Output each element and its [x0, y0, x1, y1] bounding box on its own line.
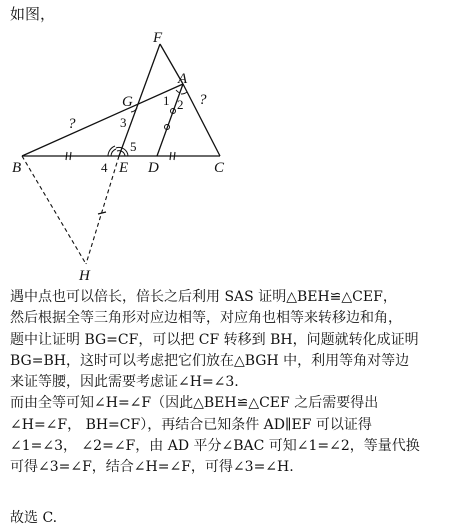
label-angle-3: 3 — [120, 115, 127, 130]
intro-text: 如图， — [10, 5, 56, 23]
explanation-line: BG=BH，这时可以考虑把它们放在△BGH 中，利用等角对等边 — [10, 352, 410, 369]
label-point-G: G — [122, 94, 133, 110]
label-angle-5: 5 — [130, 139, 137, 154]
label-angle-2: 2 — [177, 97, 184, 112]
label-question-right: ? — [199, 92, 207, 108]
label-angle-4: 4 — [101, 160, 108, 175]
angle-arc-4b — [111, 149, 116, 156]
explanation-line: ∠H=∠F， BH=CF），再结合已知条件 AD∥EF 可以证得 — [10, 416, 372, 433]
label-point-D: D — [148, 160, 159, 176]
explanation-line: 题中让证明 BG=CF，可以把 CF 转移到 BH，问题就转化成证明 — [10, 331, 419, 348]
label-point-A: A — [178, 71, 188, 87]
segment-AD — [157, 84, 183, 156]
explanation-line: 然后根据全等三角形对应边相等，对应角也相等来转移边和角， — [10, 310, 402, 327]
explanation-line: 遇中点也可以倍长，倍长之后利用 SAS 证明△BEH≌△CEF， — [10, 289, 397, 305]
segment-BH-dashed — [22, 156, 86, 264]
explanation-line: 来证等腰，因此需要考虑证∠H=∠3. — [10, 374, 239, 391]
label-point-B: B — [12, 160, 22, 176]
label-angle-1: 1 — [163, 93, 170, 108]
explanation-text — [10, 287, 460, 479]
explanation-line: 而由全等可知∠H=∠F（因此△BEH≌△CEF 之后需要得出 — [10, 395, 379, 412]
segment-BA — [22, 84, 183, 156]
label-point-F: F — [153, 30, 163, 46]
answer-text: 故选 C. — [10, 510, 58, 526]
explanation-line: 可得∠3=∠F，结合∠H=∠F，可得∠3=∠H. — [10, 459, 294, 476]
angle-arc-5b — [117, 151, 125, 156]
label-point-E: E — [119, 160, 129, 176]
explanation-line: ∠1=∠3， ∠2=∠F，由 AD 平分∠BAC 可知∠1=∠2，等量代换 — [10, 438, 420, 455]
angle-arc-1 — [176, 90, 180, 93]
label-question-left: ? — [68, 116, 76, 132]
label-point-H: H — [79, 268, 90, 284]
label-point-C: C — [214, 160, 225, 176]
angle-arc-2 — [181, 92, 187, 94]
